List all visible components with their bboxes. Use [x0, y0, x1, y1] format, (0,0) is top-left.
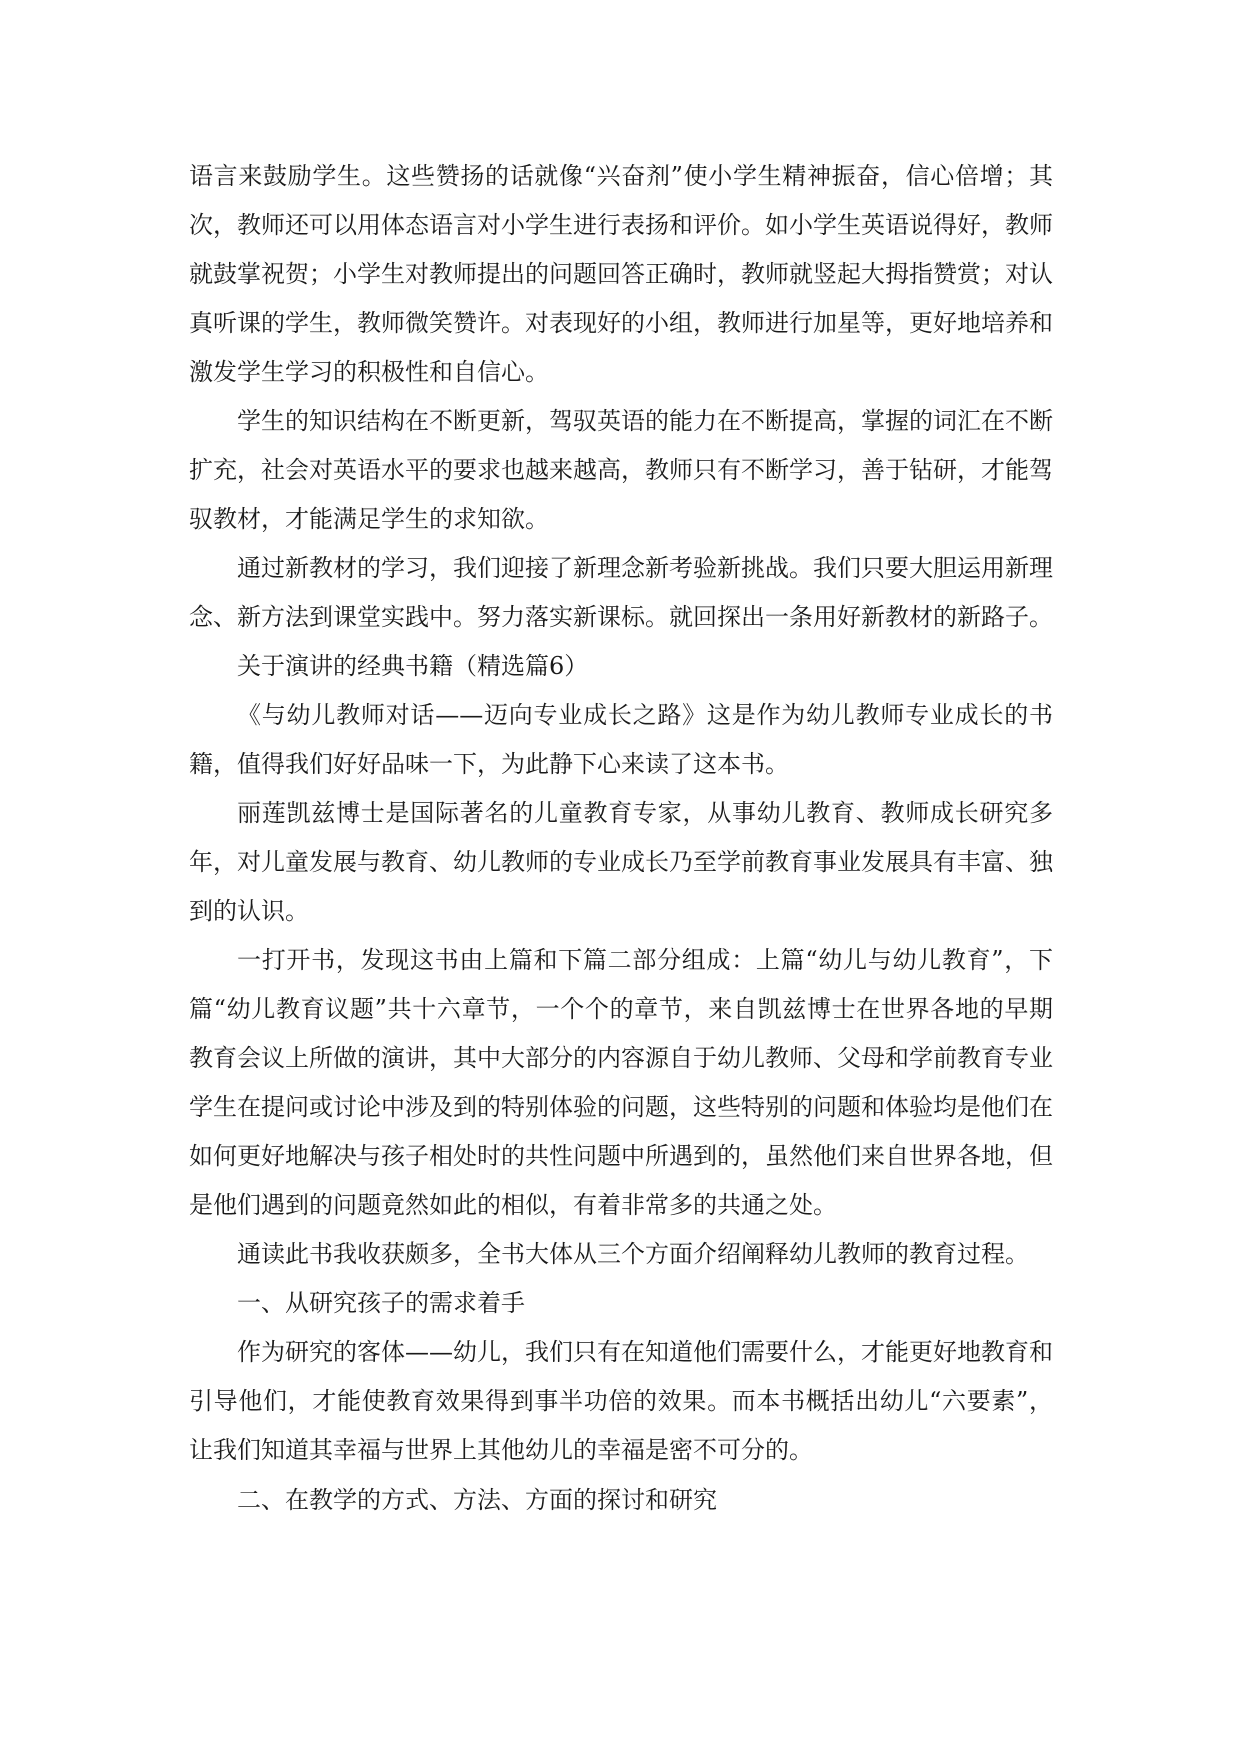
paragraph-5: 丽莲凯兹博士是国际著名的儿童教育专家，从事幼儿教育、教师成长研究多年，对儿童发展与教育、幼儿教师的专业成长乃至学前教育事业发展具有丰富、独到的认识。	[189, 799, 1053, 925]
paragraph-6: 一打开书，发现这书由上篇和下篇二部分组成：上篇“幼儿与幼儿教育”，下篇“幼儿教育议题”共十六章节，一个个的章节，来自凯兹博士在世界各地的早期教育会议上所做的演讲，其中大部分的内容源自于幼儿教师、父母和学前教育专业学生在提问或讨论中涉及到的特别体验的问题，这些特别的问题和体验均是他们在如何更好地解决与孩子相处时的共性问题中所遇到的，虽然他们来自世界各地，但是他们遇到的问题竟然如此的相似，有着非常多的共通之处。	[189, 946, 1053, 1219]
paragraph-7: 通读此书我收获颇多，全书大体从三个方面介绍阐释幼儿教师的教育过程。	[237, 1240, 1029, 1268]
paragraph-4: 《与幼儿教师对话——迈向专业成长之路》这是作为幼儿教师专业成长的书籍，值得我们好好品味一下，为此静下心来读了这本书。	[189, 701, 1053, 778]
section-heading-6: 关于演讲的经典书籍（精选篇6）	[237, 652, 589, 680]
paragraph-8: 作为研究的客体——幼儿，我们只有在知道他们需要什么，才能更好地教育和引导他们，才能使教育效果得到事半功倍的效果。而本书概括出幼儿“六要素”，让我们知道其幸福与世界上其他幼儿的幸福是密不可分的。	[189, 1338, 1053, 1464]
document-body	[189, 152, 1053, 1525]
paragraph-1: 语言来鼓励学生。这些赞扬的话就像“兴奋剂”使小学生精神振奋，信心倍增；其次，教师还可以用体态语言对小学生进行表扬和评价。如小学生英语说得好，教师就鼓掌祝贺；小学生对教师提出的问题回答正确时，教师就竖起大拇指赞赏；对认真听课的学生，教师微笑赞许。对表现好的小组，教师进行加星等，更好地培养和激发学生学习的积极性和自信心。	[189, 162, 1053, 386]
paragraph-3: 通过新教材的学习，我们迎接了新理念新考验新挑战。我们只要大胆运用新理念、新方法到课堂实践中。努力落实新课标。就回探出一条用好新教材的新路子。	[189, 554, 1053, 631]
subheading-2: 二、在教学的方式、方法、方面的探讨和研究	[237, 1486, 717, 1514]
paragraph-2: 学生的知识结构在不断更新，驾驭英语的能力在不断提高，掌握的词汇在不断扩充，社会对英语水平的要求也越来越高，教师只有不断学习，善于钻研，才能驾驭教材，才能满足学生的求知欲。	[189, 407, 1053, 533]
subheading-1: 一、从研究孩子的需求着手	[237, 1289, 525, 1317]
